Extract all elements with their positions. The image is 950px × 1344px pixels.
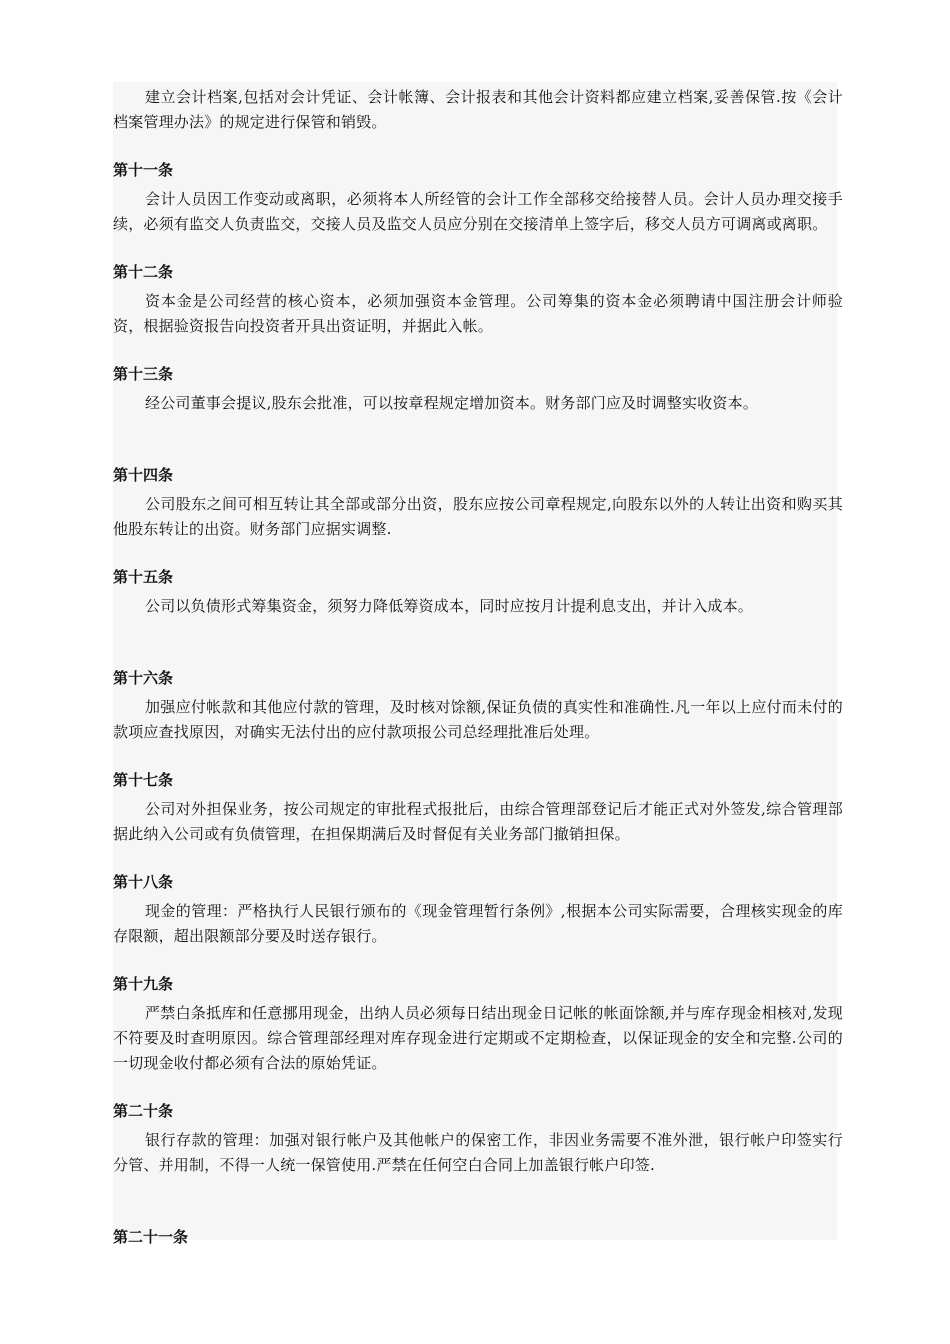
article-16: [113, 667, 843, 745]
article-text: 公司以负债形式筹集资金，须努力降低筹资成本，同时应按月计提利息支出，并计入成本。: [145, 597, 754, 615]
article-heading: 第十一条: [113, 161, 174, 179]
article-11: [113, 159, 843, 237]
article-heading: 第十八条: [113, 873, 174, 891]
document-body: [113, 85, 843, 1248]
article-18: [113, 871, 843, 949]
article-text: 严禁白条抵库和任意挪用现金，出纳人员必须每日结出现金日记帐的帐面馀额,并与库存现金相核对,发现不符要及时查明原因。综合管理部经理对库存现金进行定期或不定期检查，以保证现金的安全和完整.公司的一切现金收付都必须有合法的原始凭证。: [113, 1004, 843, 1072]
article-heading: 第十五条: [113, 568, 174, 586]
article-15: [113, 566, 843, 619]
article-21: [113, 1226, 843, 1248]
article-text: 会计人员因工作变动或离职，必须将本人所经管的会计工作全部移交给接替人员。会计人员办理交接手续，必须有监交人负责监交，交接人员及监交人员应分别在交接清单上签字后，移交人员方可调离或离职。: [113, 190, 843, 233]
article-heading: 第十九条: [113, 975, 174, 993]
article-14: [113, 464, 843, 542]
article-12: [113, 261, 843, 339]
article-17: [113, 769, 843, 847]
article-heading: 第十四条: [113, 466, 174, 484]
intro-paragraph: 建立会计档案,包括对会计凭证、会计帐簿、会计报表和其他会计资料都应建立档案,妥善保管.按《会计档案管理办法》的规定进行保管和销毁。: [113, 88, 843, 131]
article-heading: 第十七条: [113, 771, 174, 789]
article-19: [113, 973, 843, 1076]
article-text: 资本金是公司经营的核心资本，必须加强资本金管理。公司筹集的资本金必须聘请中国注册会计师验资，根据验资报告向投资者开具出资证明，并据此入帐。: [113, 292, 843, 335]
article-text: 加强应付帐款和其他应付款的管理，及时核对馀额,保证负债的真实性和准确性.凡一年以上应付而未付的款项应查找原因，对确实无法付出的应付款项报公司总经理批准后处理。: [113, 698, 843, 741]
article-text: 公司股东之间可相互转让其全部或部分出资，股东应按公司章程规定,向股东以外的人转让出资和购买其他股东转让的出资。财务部门应据实调整.: [113, 495, 843, 538]
article-20: [113, 1100, 843, 1178]
article-text: 公司对外担保业务，按公司规定的审批程式报批后，由综合管理部登记后才能正式对外签发,综合管理部据此纳入公司或有负债管理，在担保期满后及时督促有关业务部门撤销担保。: [113, 800, 843, 843]
article-heading: 第十六条: [113, 669, 174, 687]
article-heading: 第二十条: [113, 1102, 174, 1120]
article-text: 银行存款的管理：加强对银行帐户及其他帐户的保密工作，非因业务需要不准外泄，银行帐户印签实行分管、并用制，不得一人统一保管使用.严禁在任何空白合同上加盖银行帐户印签.: [113, 1131, 843, 1174]
article-13: [113, 363, 843, 416]
article-heading: 第十三条: [113, 365, 174, 383]
article-heading: 第十二条: [113, 263, 174, 281]
article-text: 现金的管理：严格执行人民银行颁布的《现金管理暂行条例》,根据本公司实际需要，合理核实现金的库存限额，超出限额部分要及时送存银行。: [113, 902, 843, 945]
article-heading: 第二十一条: [113, 1228, 189, 1246]
article-text: 经公司董事会提议,股东会批准，可以按章程规定增加资本。财务部门应及时调整实收资本。: [145, 394, 758, 412]
